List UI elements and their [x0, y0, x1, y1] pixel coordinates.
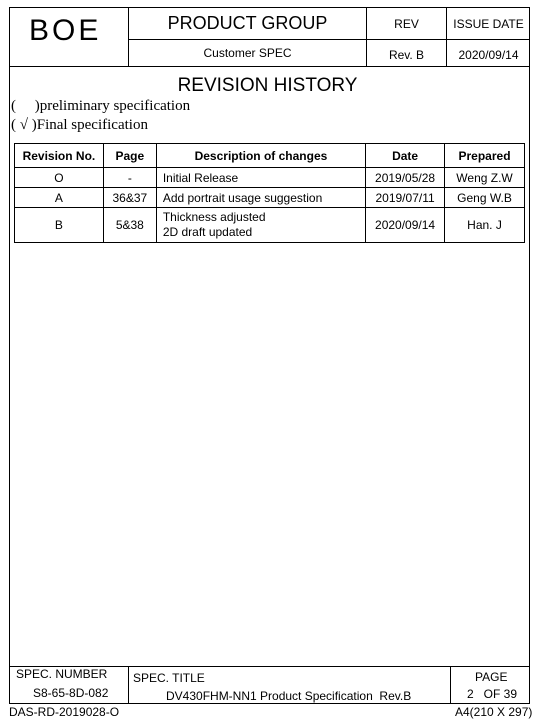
revision-history-title: REVISION HISTORY [177, 75, 358, 96]
table-row [15, 208, 525, 243]
preliminary-spec-option: ( )preliminary specification [11, 98, 191, 114]
header-divider-bottom [9, 66, 530, 67]
footer-col-divider-1 [128, 666, 129, 704]
cell-description: Initial Release [156, 168, 365, 188]
cell-date: 2019/07/11 [366, 188, 445, 208]
issue-date-label: ISSUE DATE [453, 16, 524, 31]
rev-label: REV [394, 16, 419, 31]
col-header-date: Date [366, 144, 445, 168]
cell-description: Add portrait usage suggestion [156, 188, 365, 208]
revision-table [14, 143, 525, 243]
cell-rev: O [15, 168, 104, 188]
table-header-row [15, 144, 525, 168]
cell-page: 36&37 [103, 188, 156, 208]
table-row [15, 168, 525, 188]
cell-date: 2020/09/14 [366, 208, 445, 243]
cell-page: 5&38 [103, 208, 156, 243]
customer-spec-label: Customer SPEC [203, 46, 292, 60]
paper-size: A4(210 X 297) [455, 705, 533, 719]
spec-title-value: DV430FHM-NN1 Product Specification Rev.B [166, 689, 412, 703]
description-line-1: Thickness adjusted [162, 210, 266, 224]
document-code: DAS-RD-2019028-O [9, 705, 120, 719]
final-spec-option: ( √ )Final specification [11, 117, 148, 133]
cell-prepared: Han. J [445, 208, 525, 243]
table-row [15, 188, 525, 208]
cell-rev: A [15, 188, 104, 208]
spec-title-label: SPEC. TITLE [133, 671, 205, 685]
cell-rev: B [15, 208, 104, 243]
cell-prepared: Geng W.B [445, 188, 525, 208]
cell-description [156, 208, 365, 243]
col-header-revision-no: Revision No. [15, 144, 104, 168]
col-header-description: Description of changes [156, 144, 365, 168]
spec-number-label: SPEC. NUMBER [16, 667, 108, 681]
col-header-prepared: Prepared [445, 144, 525, 168]
boe-logo: BOE [29, 14, 102, 47]
description-line-2: 2D draft updated [162, 225, 253, 239]
col-header-page: Page [103, 144, 156, 168]
cell-prepared: Weng Z.W [445, 168, 525, 188]
rev-value: Rev. B [388, 48, 425, 62]
issue-date-value: 2020/09/14 [458, 48, 519, 62]
spec-number-value: S8-65-8D-082 [33, 686, 109, 700]
page-label: PAGE [475, 670, 508, 684]
page-number: 2 OF 39 [467, 687, 518, 701]
footer-col-divider-2 [450, 666, 451, 704]
cell-page: - [103, 168, 156, 188]
cell-date: 2019/05/28 [366, 168, 445, 188]
product-group-title: PRODUCT GROUP [167, 13, 328, 33]
